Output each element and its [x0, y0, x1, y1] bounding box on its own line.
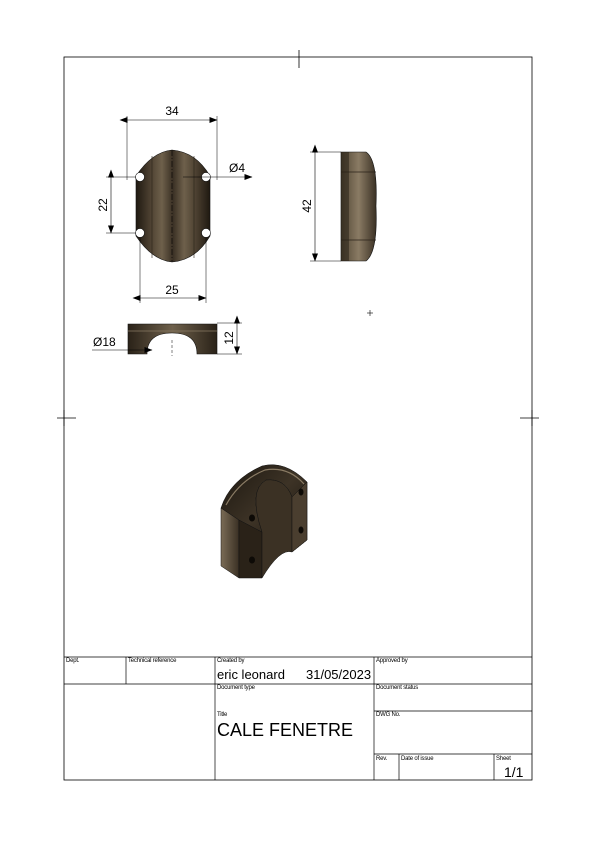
technical-reference-label: Technical reference	[128, 658, 177, 664]
approved-by-label: Approved by	[376, 658, 408, 664]
created-by-label: Created by	[217, 658, 245, 664]
dimension-horizontal-spacing-label: 25	[165, 283, 179, 297]
title-label: Title	[217, 712, 228, 718]
mount-hole	[136, 173, 145, 182]
top-view	[128, 324, 217, 356]
isometric-view	[221, 465, 307, 578]
dept-label: Dept.	[66, 658, 80, 664]
dimension-side-height-label: 42	[300, 199, 314, 213]
mount-hole	[136, 229, 145, 238]
dwg-no-label: DWG No.	[376, 712, 401, 718]
dimension-vertical-spacing-label: 22	[96, 198, 110, 212]
document-type-label: Document type	[217, 685, 255, 691]
top-view-body	[128, 324, 217, 354]
document-status-label: Document status	[376, 685, 419, 691]
iso-hole	[249, 557, 255, 564]
dimension-hole-label: Ø4	[229, 161, 246, 175]
created-by-value: eric leonard	[217, 667, 285, 682]
created-date-value: 31/05/2023	[306, 667, 372, 682]
front-view-body	[136, 150, 210, 262]
dimension-side-height	[300, 152, 341, 261]
dimension-thickness-label: 12	[222, 331, 236, 345]
side-view	[341, 152, 376, 261]
mount-hole	[202, 229, 211, 238]
dimension-vertical-spacing	[96, 177, 136, 233]
drawing-title: CALE FENETRE	[217, 720, 354, 740]
iso-hole	[249, 515, 255, 522]
date-of-issue-label: Date of issue	[401, 756, 434, 762]
dimension-width-label: 34	[165, 104, 179, 118]
iso-hole	[299, 527, 304, 534]
dimension-thickness	[217, 323, 242, 354]
front-view	[136, 150, 211, 262]
iso-hole	[299, 489, 304, 496]
rev-label: Rev.	[376, 756, 388, 762]
title-block-grid	[64, 657, 532, 780]
dimension-bore-label: Ø18	[93, 335, 116, 349]
drawing-frame	[64, 57, 532, 780]
sheet-number: 1/1	[504, 764, 524, 780]
sheet-label: Sheet	[496, 756, 511, 762]
